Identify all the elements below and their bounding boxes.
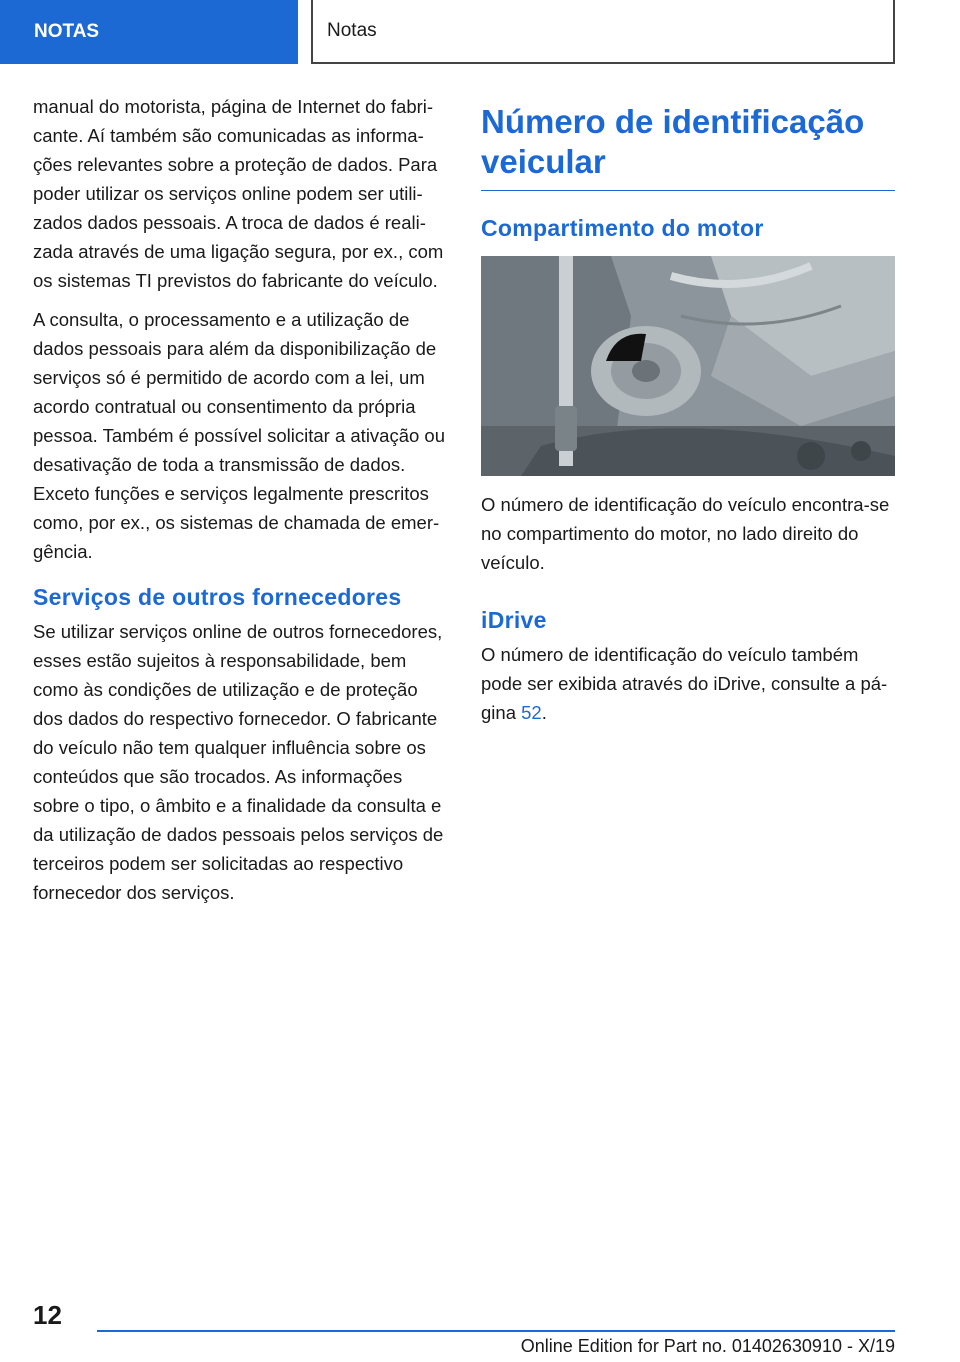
section-tab-label: NOTAS [34, 21, 100, 42]
idrive-text: O número de identificação do veículo também pode ser exibida através do iDrive, consulte a página [481, 644, 888, 723]
idrive-text-end: . [541, 702, 547, 723]
section-header [311, 0, 895, 64]
engine-compartment-paragraph: O número de identificação do veículo encontra-se no compartimento do motor, no lado direito do veículo. [481, 494, 890, 573]
page-reference-link[interactable]: 52 [521, 702, 542, 723]
engine-compartment-heading: Compartimento do motor [481, 215, 764, 241]
privacy-paragraph-1: manual do motorista, página de Internet do fabricante. Aí também são comunicadas as informações relevantes sobre a proteção de dados. Para poder utilizar os serviços online podem ser utilizados dados pessoais. A troca de dados é realizada através de uma ligação segura, por ex., com os sistemas TI previstos do fabricante do veículo. [33, 96, 444, 291]
third-party-paragraph: Se utilizar serviços online de outros fornecedores, esses estão sujeitos à responsabilidade, bem como às condições de utilização e de proteção dos dados do respectivo fornecedor. O fabricante do veículo não tem qualquer influência sobre os conteúdos que são trocados. As informações sobre o tipo, o âmbito e a finalidade da consulta e da utilização de dados pessoais pelos serviços de terceiros podem ser solicitadas ao respectivo fornecedor dos serviços. [33, 621, 444, 903]
vin-heading: Número de identificação veicular [481, 102, 895, 191]
footer-edition: Online Edition for Part no. 01402630910 - X/19 [520, 1336, 895, 1356]
engine-compartment-photo [481, 256, 895, 476]
section-header-label: Notas [327, 20, 377, 41]
right-column [481, 92, 895, 737]
page-number: 12 [33, 1300, 62, 1330]
footer-divider [97, 1330, 895, 1332]
left-column [33, 92, 448, 917]
idrive-paragraph [481, 640, 895, 727]
privacy-paragraph-2: A consulta, o processamento e a utilização de dados pessoais para além da disponibilização de serviços só é permitido de acordo com a lei, um acordo contratual ou consentimento da própria pessoa. Também é possível solicitar a ativação ou desativação de toda a transmissão de dados. Exceto funções e serviços legalmente prescritos como, por ex., os sistemas de chamada de emergência. [33, 309, 446, 562]
idrive-heading: iDrive [481, 607, 547, 633]
third-party-heading: Serviços de outros fornecedores [33, 584, 402, 610]
section-tab [0, 0, 298, 64]
